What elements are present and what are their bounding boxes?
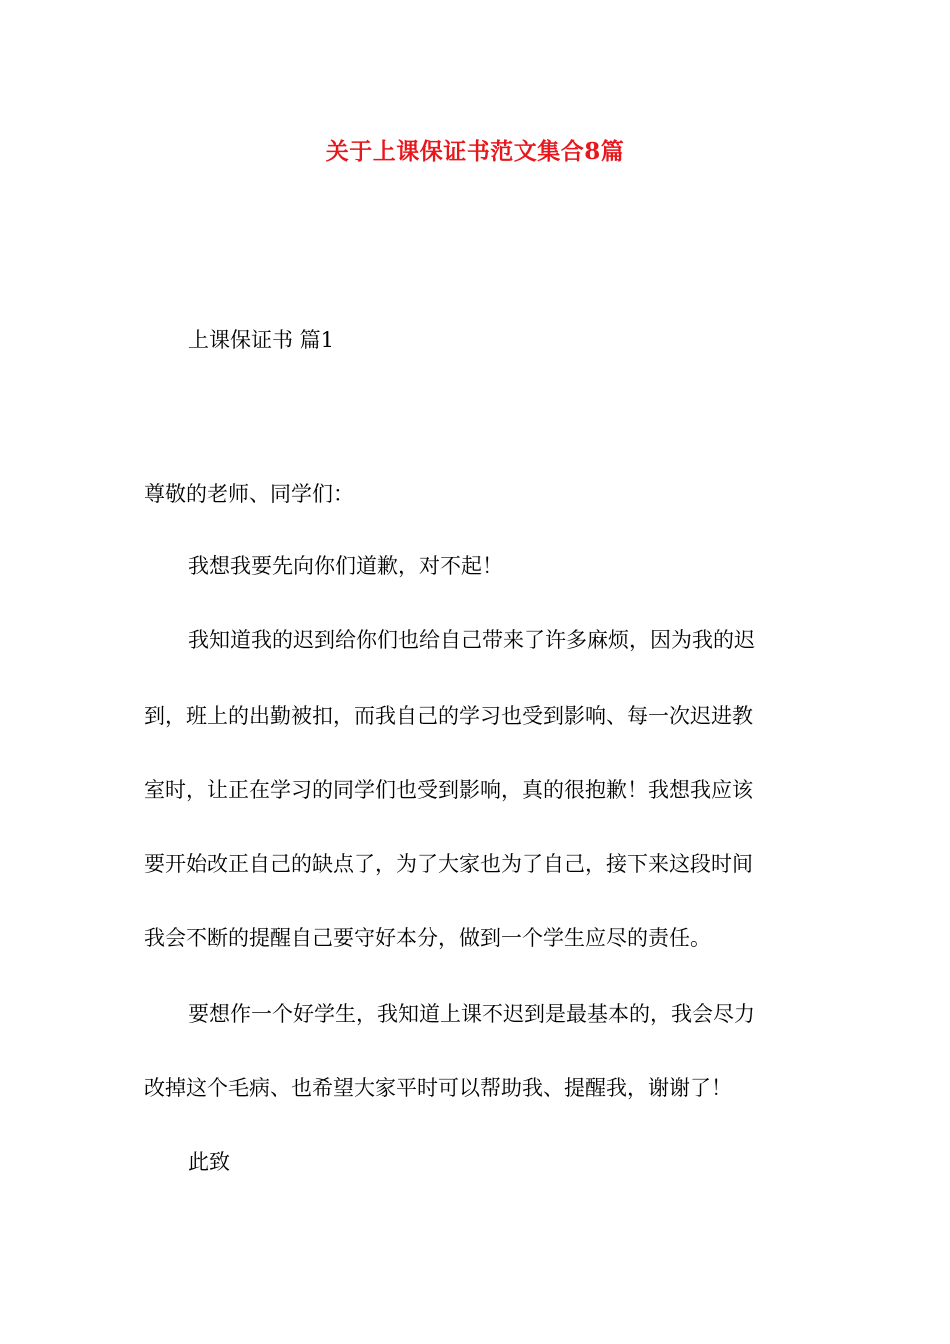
body-line: 我知道我的迟到给你们也给自己带来了许多麻烦，因为我的迟 [188,628,755,652]
body-line: 改掉这个毛病、也希望大家平时可以帮助我、提醒我，谢谢了！ [144,1076,732,1100]
document-title: 关于上课保证书范文集合8篇 [325,138,625,165]
body-line: 要想作一个好学生，我知道上课不迟到是最基本的，我会尽力 [188,1002,755,1026]
body-line: 室时，让正在学习的同学们也受到影响，真的很抱歉！我想我应该 [144,778,753,802]
body-line: 我会不断的提醒自己要守好本分，做到一个学生应尽的责任。 [144,926,711,950]
body-line: 到，班上的出勤被扣，而我自己的学习也受到影响、每一次迟进教 [144,704,753,728]
closing-line: 此致 [188,1150,230,1174]
body-line: 我想我要先向你们道歉，对不起！ [188,554,503,578]
salutation: 尊敬的老师、同学们： [144,482,354,506]
section-heading: 上课保证书 篇1 [188,328,335,352]
body-line: 要开始改正自己的缺点了，为了大家也为了自己，接下来这段时间 [144,852,753,876]
